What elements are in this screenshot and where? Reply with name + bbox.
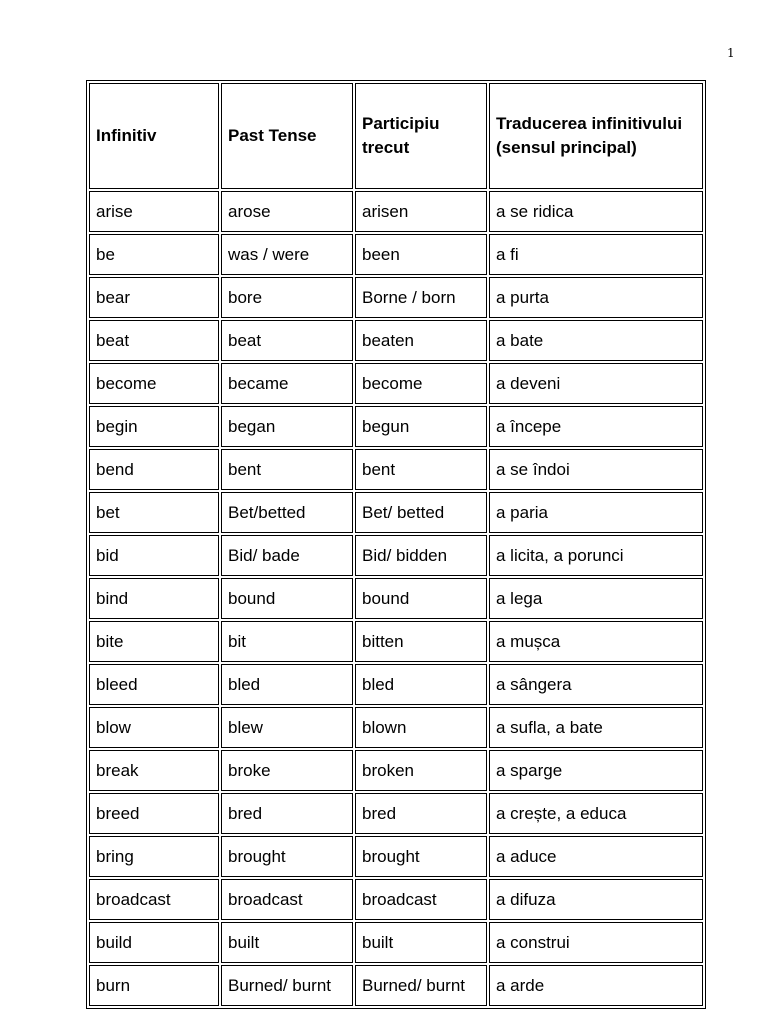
cell-past-tense: began: [221, 406, 353, 447]
cell-past-participle: arisen: [355, 191, 487, 232]
cell-translation: a deveni: [489, 363, 703, 404]
table-row: [89, 578, 703, 619]
cell-past-tense: bore: [221, 277, 353, 318]
cell-infinitive: broadcast: [89, 879, 219, 920]
cell-infinitive: build: [89, 922, 219, 963]
cell-translation: a aduce: [489, 836, 703, 877]
cell-past-tense: beat: [221, 320, 353, 361]
cell-translation: a construi: [489, 922, 703, 963]
cell-infinitive: breed: [89, 793, 219, 834]
cell-past-participle: blown: [355, 707, 487, 748]
cell-translation: a crește, a educa: [489, 793, 703, 834]
table-row: [89, 750, 703, 791]
table-body: [89, 191, 703, 1006]
cell-infinitive: blow: [89, 707, 219, 748]
cell-past-participle: Borne / born: [355, 277, 487, 318]
cell-past-tense: bled: [221, 664, 353, 705]
cell-translation: a paria: [489, 492, 703, 533]
table-row: [89, 879, 703, 920]
cell-past-tense: built: [221, 922, 353, 963]
table-row: [89, 836, 703, 877]
cell-past-participle: beaten: [355, 320, 487, 361]
cell-past-tense: bent: [221, 449, 353, 490]
cell-past-tense: broke: [221, 750, 353, 791]
cell-translation: a sufla, a bate: [489, 707, 703, 748]
cell-infinitive: beat: [89, 320, 219, 361]
cell-infinitive: be: [89, 234, 219, 275]
cell-past-participle: bitten: [355, 621, 487, 662]
cell-past-participle: broken: [355, 750, 487, 791]
table-row: [89, 793, 703, 834]
cell-translation: a bate: [489, 320, 703, 361]
verbs-table-grid: [87, 81, 705, 1008]
page-number: 1: [727, 46, 735, 60]
header-past-tense: Past Tense: [221, 83, 353, 189]
cell-past-tense: Burned/ burnt: [221, 965, 353, 1006]
table-row: [89, 191, 703, 232]
cell-past-participle: bent: [355, 449, 487, 490]
table-row: [89, 406, 703, 447]
cell-translation: a se îndoi: [489, 449, 703, 490]
cell-past-participle: Bid/ bidden: [355, 535, 487, 576]
cell-infinitive: bite: [89, 621, 219, 662]
cell-past-participle: broadcast: [355, 879, 487, 920]
cell-translation: a purta: [489, 277, 703, 318]
cell-infinitive: bet: [89, 492, 219, 533]
cell-past-participle: become: [355, 363, 487, 404]
cell-infinitive: bleed: [89, 664, 219, 705]
cell-infinitive: begin: [89, 406, 219, 447]
cell-infinitive: bid: [89, 535, 219, 576]
table-row: [89, 320, 703, 361]
cell-past-tense: became: [221, 363, 353, 404]
cell-infinitive: bring: [89, 836, 219, 877]
cell-past-tense: bound: [221, 578, 353, 619]
cell-past-participle: Burned/ burnt: [355, 965, 487, 1006]
cell-infinitive: become: [89, 363, 219, 404]
table-row: [89, 707, 703, 748]
cell-translation: a începe: [489, 406, 703, 447]
cell-infinitive: arise: [89, 191, 219, 232]
cell-past-tense: bred: [221, 793, 353, 834]
cell-translation: a sparge: [489, 750, 703, 791]
header-past-participle: Participiu trecut: [355, 83, 487, 189]
table-row: [89, 449, 703, 490]
table-row: [89, 922, 703, 963]
cell-translation: a lega: [489, 578, 703, 619]
cell-translation: a sângera: [489, 664, 703, 705]
cell-past-tense: blew: [221, 707, 353, 748]
cell-past-participle: Bet/ betted: [355, 492, 487, 533]
cell-past-participle: bound: [355, 578, 487, 619]
irregular-verbs-table: [86, 80, 706, 1009]
header-translation: Traducerea infinitivului (sensul principal): [489, 83, 703, 189]
table-header-row: [89, 83, 703, 189]
cell-translation: a licita, a porunci: [489, 535, 703, 576]
header-infinitive: Infinitiv: [89, 83, 219, 189]
cell-past-participle: begun: [355, 406, 487, 447]
table-row: [89, 492, 703, 533]
table-row: [89, 234, 703, 275]
cell-translation: a fi: [489, 234, 703, 275]
cell-past-tense: was / were: [221, 234, 353, 275]
cell-translation: a mușca: [489, 621, 703, 662]
cell-past-participle: built: [355, 922, 487, 963]
cell-past-tense: Bid/ bade: [221, 535, 353, 576]
cell-infinitive: bear: [89, 277, 219, 318]
table-row: [89, 621, 703, 662]
cell-infinitive: burn: [89, 965, 219, 1006]
cell-past-participle: bled: [355, 664, 487, 705]
cell-past-tense: broadcast: [221, 879, 353, 920]
cell-past-participle: brought: [355, 836, 487, 877]
cell-infinitive: bend: [89, 449, 219, 490]
cell-translation: a arde: [489, 965, 703, 1006]
cell-past-tense: brought: [221, 836, 353, 877]
cell-past-tense: arose: [221, 191, 353, 232]
table-row: [89, 363, 703, 404]
cell-past-tense: Bet/betted: [221, 492, 353, 533]
cell-past-tense: bit: [221, 621, 353, 662]
table-row: [89, 965, 703, 1006]
cell-past-participle: been: [355, 234, 487, 275]
table-row: [89, 535, 703, 576]
table-row: [89, 664, 703, 705]
cell-translation: a difuza: [489, 879, 703, 920]
cell-infinitive: bind: [89, 578, 219, 619]
cell-past-participle: bred: [355, 793, 487, 834]
cell-infinitive: break: [89, 750, 219, 791]
cell-translation: a se ridica: [489, 191, 703, 232]
table-row: [89, 277, 703, 318]
